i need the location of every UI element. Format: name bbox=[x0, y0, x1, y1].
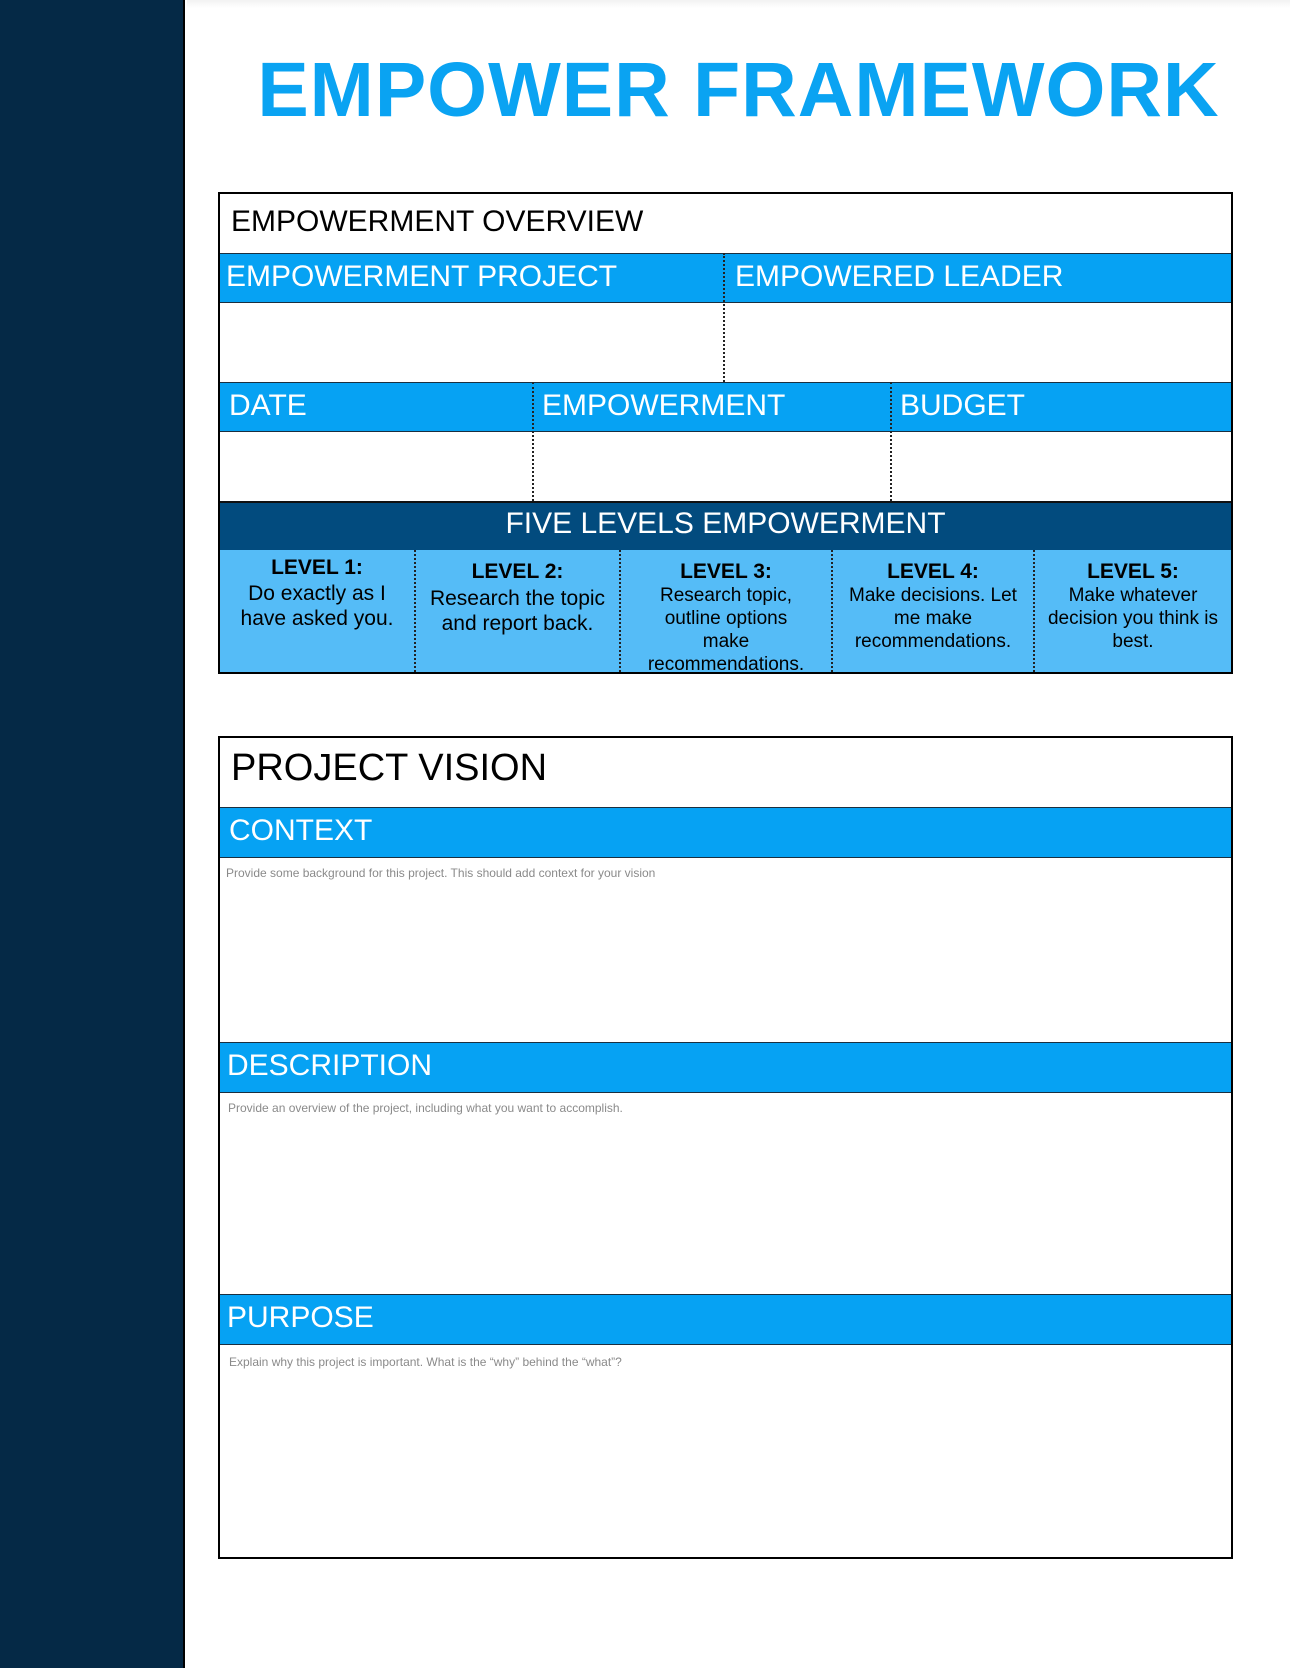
level-2-cell bbox=[416, 550, 619, 672]
context-field[interactable] bbox=[220, 859, 1231, 1044]
budget-field[interactable] bbox=[891, 433, 1231, 501]
empowered-leader-field[interactable] bbox=[726, 304, 1231, 382]
levels-row bbox=[220, 550, 1231, 675]
purpose-hint: Explain why this project is important. What is the “why” behind the “what”? bbox=[229, 1355, 622, 1369]
description-field[interactable] bbox=[220, 1094, 1231, 1299]
date-field[interactable] bbox=[220, 433, 531, 501]
budget-label: BUDGET bbox=[900, 389, 1026, 422]
level-title: LEVEL 3: bbox=[680, 560, 772, 583]
context-label: CONTEXT bbox=[229, 814, 373, 847]
level-description: Research topic, outline options make recommendations. bbox=[647, 585, 805, 675]
level-description: Make whatever decision you think is best. bbox=[1047, 585, 1219, 652]
context-hint: Provide some background for this project. This should add context for your vision bbox=[226, 866, 656, 880]
column-divider bbox=[1033, 550, 1035, 672]
overview-section bbox=[218, 192, 1233, 674]
empowerment-label: EMPOWERMENT bbox=[542, 389, 786, 422]
column-divider bbox=[723, 253, 725, 382]
date-empowerment-budget-header-bar bbox=[220, 382, 1231, 432]
purpose-header-bar bbox=[220, 1294, 1231, 1345]
description-hint: Provide an overview of the project, including what you want to accomplish. bbox=[228, 1101, 623, 1115]
purpose-label: PURPOSE bbox=[227, 1301, 374, 1334]
five-levels-heading: FIVE LEVELS EMPOWERMENT bbox=[505, 507, 946, 540]
sidebar-panel bbox=[0, 0, 185, 1668]
column-divider bbox=[414, 550, 416, 672]
column-divider bbox=[619, 550, 621, 672]
level-title: LEVEL 1: bbox=[271, 556, 363, 579]
level-description: Make decisions. Let me make recommendations. bbox=[849, 585, 1017, 652]
level-title: LEVEL 5: bbox=[1087, 560, 1179, 583]
page-title: EMPOWER FRAMEWORK bbox=[257, 47, 1220, 133]
project-leader-header-bar bbox=[220, 253, 1231, 303]
purpose-field[interactable] bbox=[220, 1346, 1231, 1557]
top-shadow bbox=[187, 0, 1290, 8]
date-label: DATE bbox=[229, 389, 307, 422]
empowerment-project-field[interactable] bbox=[220, 304, 724, 382]
level-title: LEVEL 4: bbox=[887, 560, 979, 583]
level-4-cell bbox=[833, 550, 1033, 672]
vision-heading: PROJECT VISION bbox=[231, 747, 548, 789]
column-divider bbox=[831, 550, 833, 672]
column-divider bbox=[890, 382, 892, 501]
description-header-bar bbox=[220, 1042, 1231, 1093]
level-description: Do exactly as I have asked you. bbox=[240, 582, 394, 630]
five-levels-header-bar bbox=[220, 501, 1231, 551]
context-header-bar bbox=[220, 807, 1231, 858]
level-title: LEVEL 2: bbox=[471, 560, 564, 583]
level-description: Research the topic and report back. bbox=[429, 587, 606, 635]
empowered-leader-label: EMPOWERED LEADER bbox=[735, 260, 1064, 293]
vision-section bbox=[218, 736, 1233, 1559]
empowerment-project-label: EMPOWERMENT PROJECT bbox=[226, 260, 618, 293]
overview-heading: EMPOWERMENT OVERVIEW bbox=[231, 205, 644, 238]
description-label: DESCRIPTION bbox=[227, 1049, 433, 1082]
level-1-cell bbox=[220, 550, 414, 672]
level-3-cell bbox=[621, 550, 831, 675]
level-5-cell bbox=[1035, 550, 1231, 672]
column-divider bbox=[532, 382, 534, 501]
empowerment-field[interactable] bbox=[533, 433, 889, 501]
